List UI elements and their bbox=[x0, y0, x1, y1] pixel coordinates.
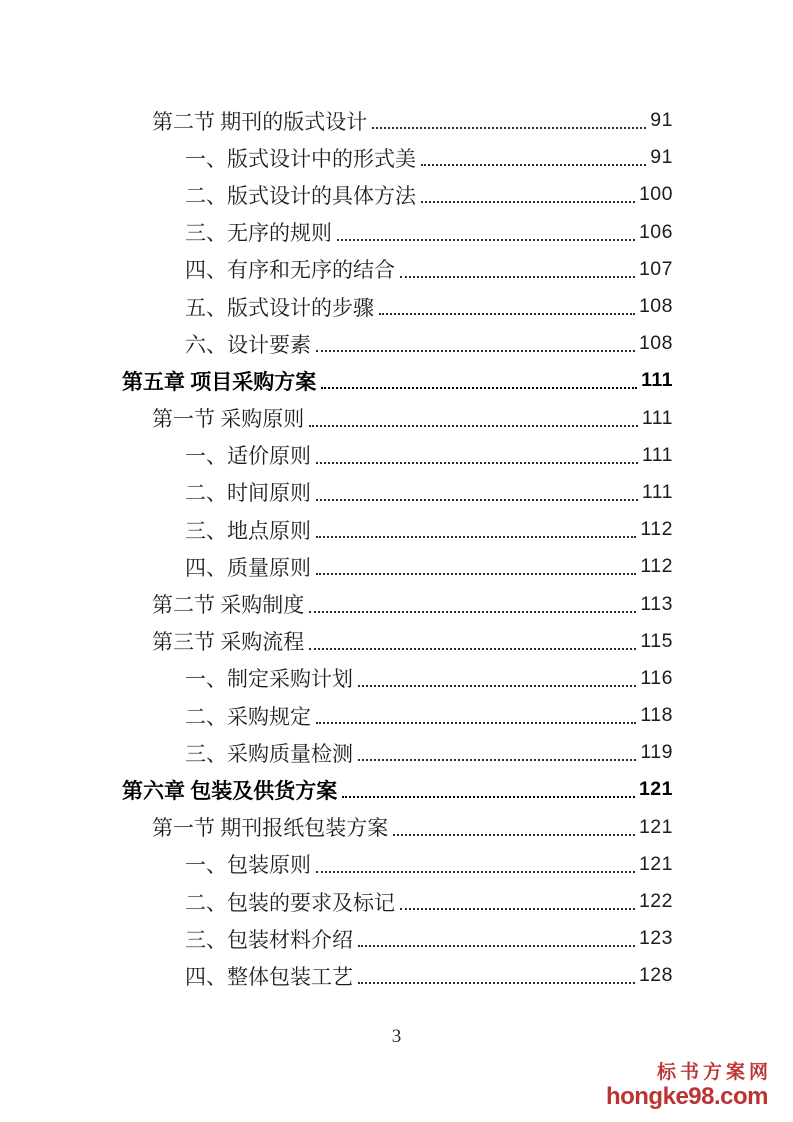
toc-entry-title: 三、包装材料介绍 bbox=[185, 927, 353, 952]
toc-entry-page: 106 bbox=[638, 220, 673, 243]
toc-entry-page: 123 bbox=[638, 927, 673, 950]
toc-entry-title: 三、地点原则 bbox=[185, 518, 311, 543]
toc-row bbox=[122, 176, 673, 213]
toc-entry-title: 第一节 采购原则 bbox=[152, 407, 305, 432]
toc-entry-page: 111 bbox=[641, 369, 673, 392]
toc-entry-page: 111 bbox=[641, 443, 673, 466]
toc-list bbox=[122, 102, 673, 995]
toc-entry-page: 121 bbox=[638, 778, 673, 801]
dot-leader bbox=[372, 112, 646, 129]
dot-leader bbox=[316, 484, 638, 501]
toc-entry-page: 116 bbox=[640, 666, 673, 689]
dot-leader bbox=[316, 558, 636, 575]
watermark-site-url: hongke98.com bbox=[605, 1083, 768, 1110]
toc-entry-page: 111 bbox=[641, 480, 673, 503]
toc-entry-title: 第五章 项目采购方案 bbox=[122, 369, 317, 394]
toc-row bbox=[122, 325, 673, 362]
dot-leader bbox=[342, 781, 635, 798]
toc-entry-title: 一、包装原则 bbox=[185, 853, 311, 878]
toc-entry-title: 四、质量原则 bbox=[185, 555, 311, 580]
dot-leader bbox=[337, 224, 635, 241]
toc-entry-page: 108 bbox=[638, 332, 673, 355]
dot-leader bbox=[358, 744, 636, 761]
watermark-logo bbox=[605, 1062, 772, 1110]
toc-entry-title: 二、采购规定 bbox=[185, 704, 311, 729]
dot-leader bbox=[379, 298, 635, 315]
toc-row bbox=[122, 288, 673, 325]
toc-row bbox=[122, 585, 673, 622]
dot-leader bbox=[400, 261, 635, 278]
toc-entry-title: 一、制定采购计划 bbox=[185, 667, 353, 692]
toc-entry-title: 四、有序和无序的结合 bbox=[185, 258, 395, 283]
toc-entry-page: 128 bbox=[638, 964, 673, 987]
toc-row bbox=[122, 139, 673, 176]
toc-entry-page: 111 bbox=[641, 406, 673, 429]
toc-row bbox=[122, 957, 673, 994]
toc-row bbox=[122, 846, 673, 883]
dot-leader bbox=[421, 149, 646, 166]
toc-entry-title: 第一节 期刊报纸包装方案 bbox=[152, 816, 389, 841]
toc-row bbox=[122, 474, 673, 511]
toc-entry-title: 一、版式设计中的形式美 bbox=[185, 146, 416, 171]
dot-leader bbox=[321, 372, 637, 389]
toc-entry-page: 108 bbox=[638, 295, 673, 318]
toc-entry-page: 118 bbox=[640, 704, 673, 727]
toc-row bbox=[122, 660, 673, 697]
toc-entry-title: 第三节 采购流程 bbox=[152, 630, 305, 655]
footer-page-number: 3 bbox=[391, 1026, 402, 1047]
watermark-site-name: 标书方案网 bbox=[656, 1062, 772, 1083]
toc-row bbox=[122, 697, 673, 734]
toc-entry-title: 第二节 采购制度 bbox=[152, 593, 305, 618]
dot-leader bbox=[316, 335, 635, 352]
toc-entry-title: 第六章 包装及供货方案 bbox=[122, 778, 338, 803]
toc-entry-title: 二、时间原则 bbox=[185, 481, 311, 506]
dot-leader bbox=[309, 633, 636, 650]
toc-entry-page: 112 bbox=[640, 555, 673, 578]
toc-entry-page: 107 bbox=[638, 257, 673, 280]
toc-row bbox=[122, 511, 673, 548]
toc-entry-page: 121 bbox=[638, 852, 673, 875]
dot-leader bbox=[316, 447, 638, 464]
toc-entry-page: 115 bbox=[640, 629, 673, 652]
dot-leader bbox=[400, 893, 635, 910]
dot-leader bbox=[358, 670, 636, 687]
toc-entry-page: 113 bbox=[640, 592, 673, 615]
dot-leader bbox=[358, 930, 635, 947]
toc-entry-title: 一、适价原则 bbox=[185, 444, 311, 469]
toc-entry-title: 六、设计要素 bbox=[185, 332, 311, 357]
toc-entry-page: 122 bbox=[638, 890, 673, 913]
toc-row bbox=[122, 437, 673, 474]
toc-row bbox=[122, 809, 673, 846]
toc-row bbox=[122, 623, 673, 660]
toc-entry-title: 三、无序的规则 bbox=[185, 221, 332, 246]
toc-row bbox=[122, 548, 673, 585]
dot-leader bbox=[316, 707, 636, 724]
toc-row bbox=[122, 734, 673, 771]
toc-entry-title: 二、包装的要求及标记 bbox=[185, 890, 395, 915]
dot-leader bbox=[421, 186, 635, 203]
dot-leader bbox=[358, 967, 635, 984]
toc-entry-title: 四、整体包装工艺 bbox=[185, 964, 353, 989]
dot-leader bbox=[316, 856, 635, 873]
toc-entry-title: 第二节 期刊的版式设计 bbox=[152, 109, 368, 134]
toc-entry-page: 91 bbox=[650, 109, 673, 132]
toc-row bbox=[122, 920, 673, 957]
toc-entry-page: 112 bbox=[640, 518, 673, 541]
toc-row bbox=[122, 362, 673, 399]
toc-row bbox=[122, 771, 673, 808]
toc-row bbox=[122, 102, 673, 139]
toc-entry-page: 91 bbox=[650, 146, 673, 169]
toc-row bbox=[122, 251, 673, 288]
toc-entry-title: 二、版式设计的具体方法 bbox=[185, 183, 416, 208]
dot-leader bbox=[316, 521, 636, 538]
toc-row bbox=[122, 214, 673, 251]
dot-leader bbox=[309, 410, 638, 427]
toc-entry-page: 119 bbox=[640, 741, 673, 764]
toc-entry-title: 三、采购质量检测 bbox=[185, 741, 353, 766]
toc-entry-page: 100 bbox=[638, 183, 673, 206]
dot-leader bbox=[309, 596, 636, 613]
toc-entry-page: 121 bbox=[638, 815, 673, 838]
toc-row bbox=[122, 883, 673, 920]
dot-leader bbox=[393, 819, 635, 836]
toc-row bbox=[122, 400, 673, 437]
toc-entry-title: 五、版式设计的步骤 bbox=[185, 295, 374, 320]
